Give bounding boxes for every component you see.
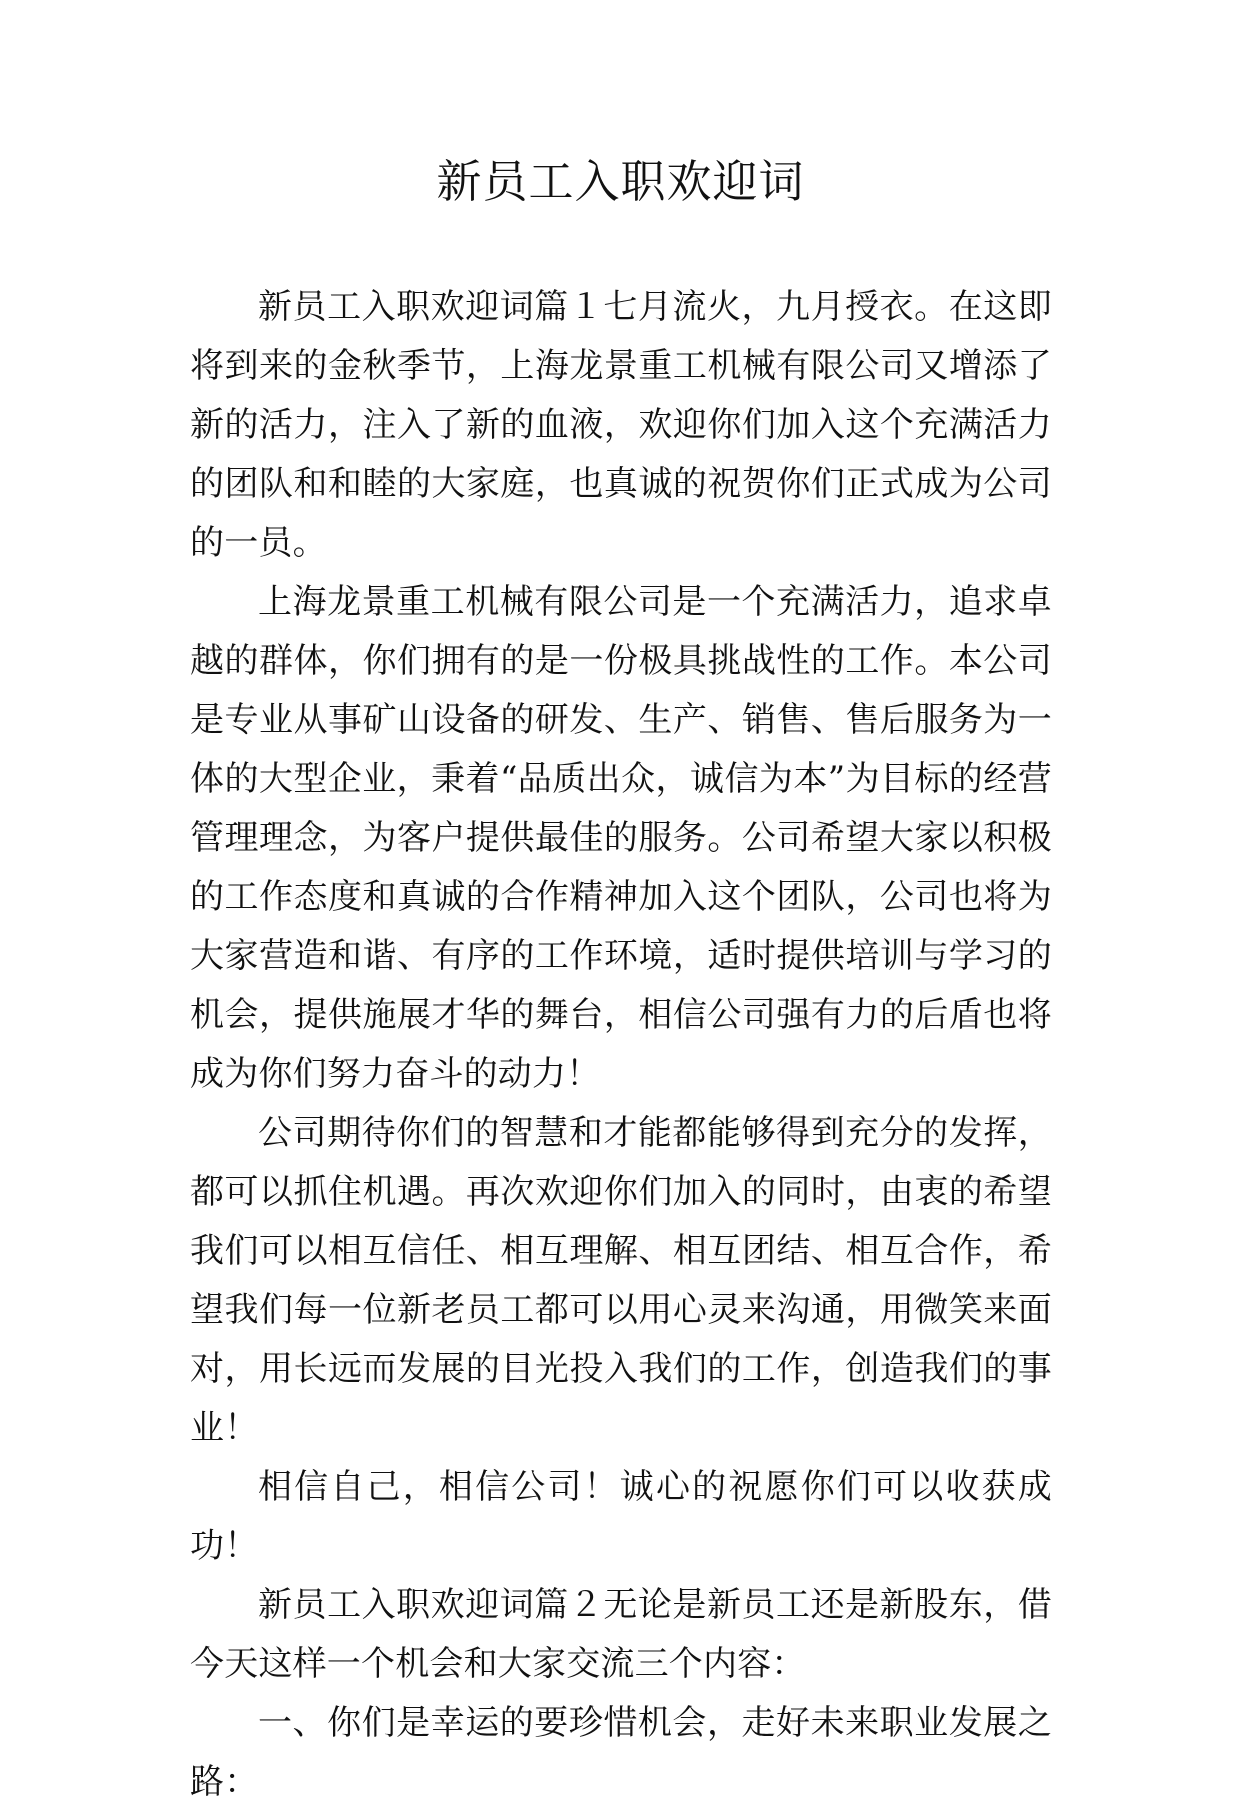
paragraph-6: 一、你们是幸运的要珍惜机会，走好未来职业发展之路：: [190, 1703, 1052, 1802]
paragraph-3: 公司期待你们的智慧和才能都能够得到充分的发挥，都可以抓住机遇。再次欢迎你们加入的同时，由衷的希望我们可以相互信任、相互理解、相互团结、相互合作，希望我们每一位新老员工都可以用心灵来沟通，用微笑来面对，用长远而发展的目光投入我们的工作，创造我们的事业！: [190, 1113, 1052, 1448]
paragraph-2: 上海龙景重工机械有限公司是一个充满活力，追求卓越的群体，你们拥有的是一份极具挑战性的工作。本公司是专业从事矿山设备的研发、生产、销售、售后服务为一体的大型企业，秉着“品质出众，诚信为本”为目标的经营管理理念，为客户提供最佳的服务。公司希望大家以积极的工作态度和真诚的合作精神加入这个团队，公司也将为大家营造和谐、有序的工作环境，适时提供培训与学习的机会，提供施展才华的舞台，相信公司强有力的后盾也将成为你们努力奋斗的动力！: [190, 582, 1052, 1094]
document-title: 新员工入职欢迎词: [436, 155, 805, 208]
paragraph-1: 新员工入职欢迎词篇１七月流火，九月授衣。在这即将到来的金秋季节，上海龙景重工机械有限公司又增添了新的活力，注入了新的血液，欢迎你们加入这个充满活力的团队和和睦的大家庭，也真诚的祝贺你们正式成为公司的一员。: [190, 287, 1052, 563]
paragraph-5: 新员工入职欢迎词篇２无论是新员工还是新股东，借今天这样一个机会和大家交流三个内容：: [190, 1585, 1052, 1684]
document-body: [190, 278, 1052, 1812]
paragraph-4: 相信自己，相信公司！诚心的祝愿你们可以收获成功！: [190, 1467, 1052, 1566]
